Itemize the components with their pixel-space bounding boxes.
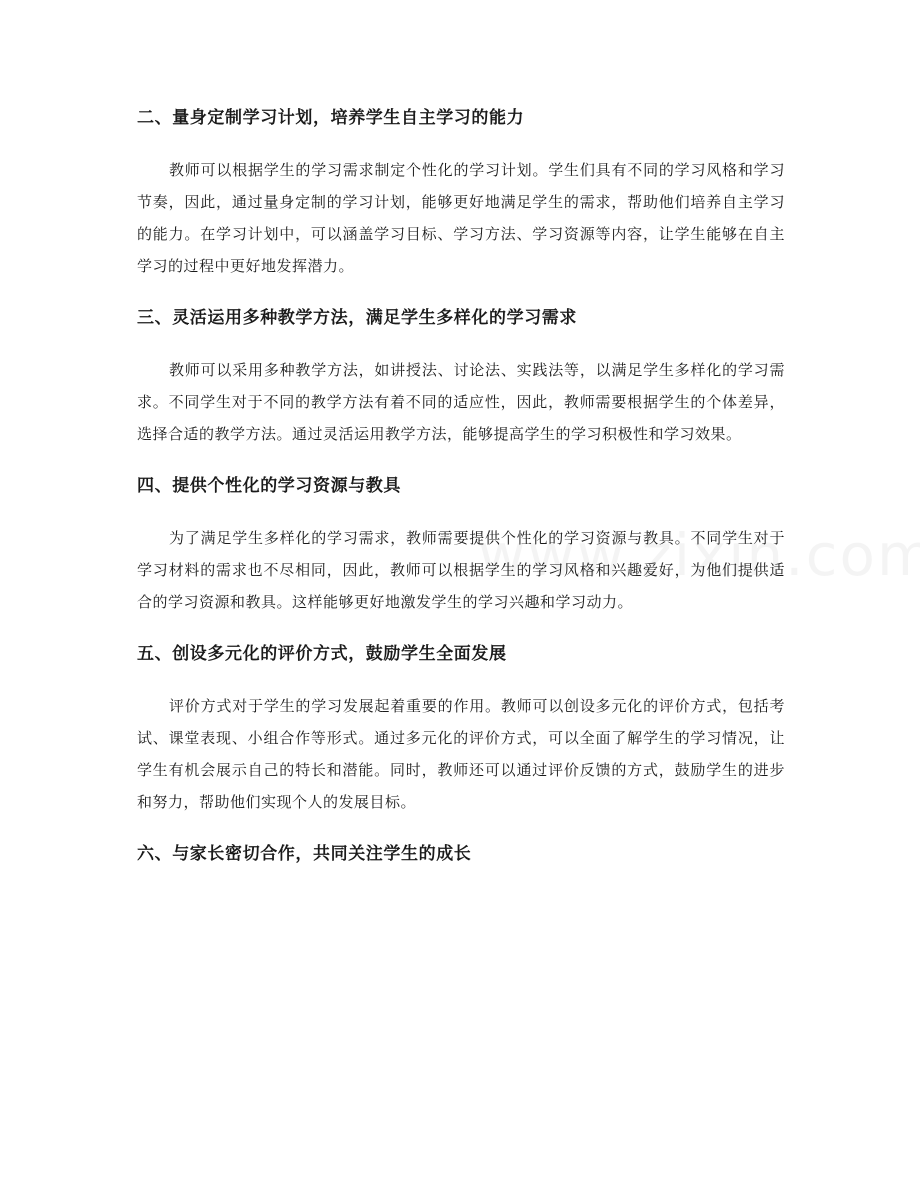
- section-heading-3: 三、灵活运用多种教学方法，满足学生多样化的学习需求: [137, 308, 577, 328]
- section-body-5: 评价方式对于学生的学习发展起着重要的作用。教师可以创设多元化的评价方式，包括考试、课堂表现、小组合作等形式。通过多元化的评价方式，可以全面了解学生的学习情况，让学生有机会展示自己的特长和潜能。同时，教师还可以通过评价反馈的方式，鼓励学生的进步和努力，帮助他们实现个人的发展目标。: [137, 697, 785, 811]
- section-heading-5: 五、创设多元化的评价方式，鼓励学生全面发展: [137, 644, 507, 664]
- section-body-2: 教师可以根据学生的学习需求制定个性化的学习计划。学生们具有不同的学习风格和学习节奏，因此，通过量身定制的学习计划，能够更好地满足学生的需求，帮助他们培养自主学习的能力。在学习计划中，可以涵盖学习目标、学习方法、学习资源等内容，让学生能够在自主学习的过程中更好地发挥潜力。: [137, 161, 785, 275]
- section-heading-2: 二、量身定制学习计划，培养学生自主学习的能力: [137, 108, 525, 128]
- section-body-3: 教师可以采用多种教学方法，如讲授法、讨论法、实践法等，以满足学生多样化的学习需求。不同学生对于不同的教学方法有着不同的适应性，因此，教师需要根据学生的个体差异，选择合适的教学方法。通过灵活运用教学方法，能够提高学生的学习积极性和学习效果。: [137, 361, 785, 443]
- section-heading-4: 四、提供个性化的学习资源与教具: [137, 476, 401, 496]
- section-body-4: 为了满足学生多样化的学习需求，教师需要提供个性化的学习资源与教具。不同学生对于学习材料的需求也不尽相同，因此，教师可以根据学生的学习风格和兴趣爱好，为他们提供适合的学习资源和教具。这样能够更好地激发学生的学习兴趣和学习动力。: [137, 529, 785, 611]
- section-heading-6: 六、与家长密切合作，共同关注学生的成长: [137, 844, 472, 864]
- document-content: [137, 103, 785, 869]
